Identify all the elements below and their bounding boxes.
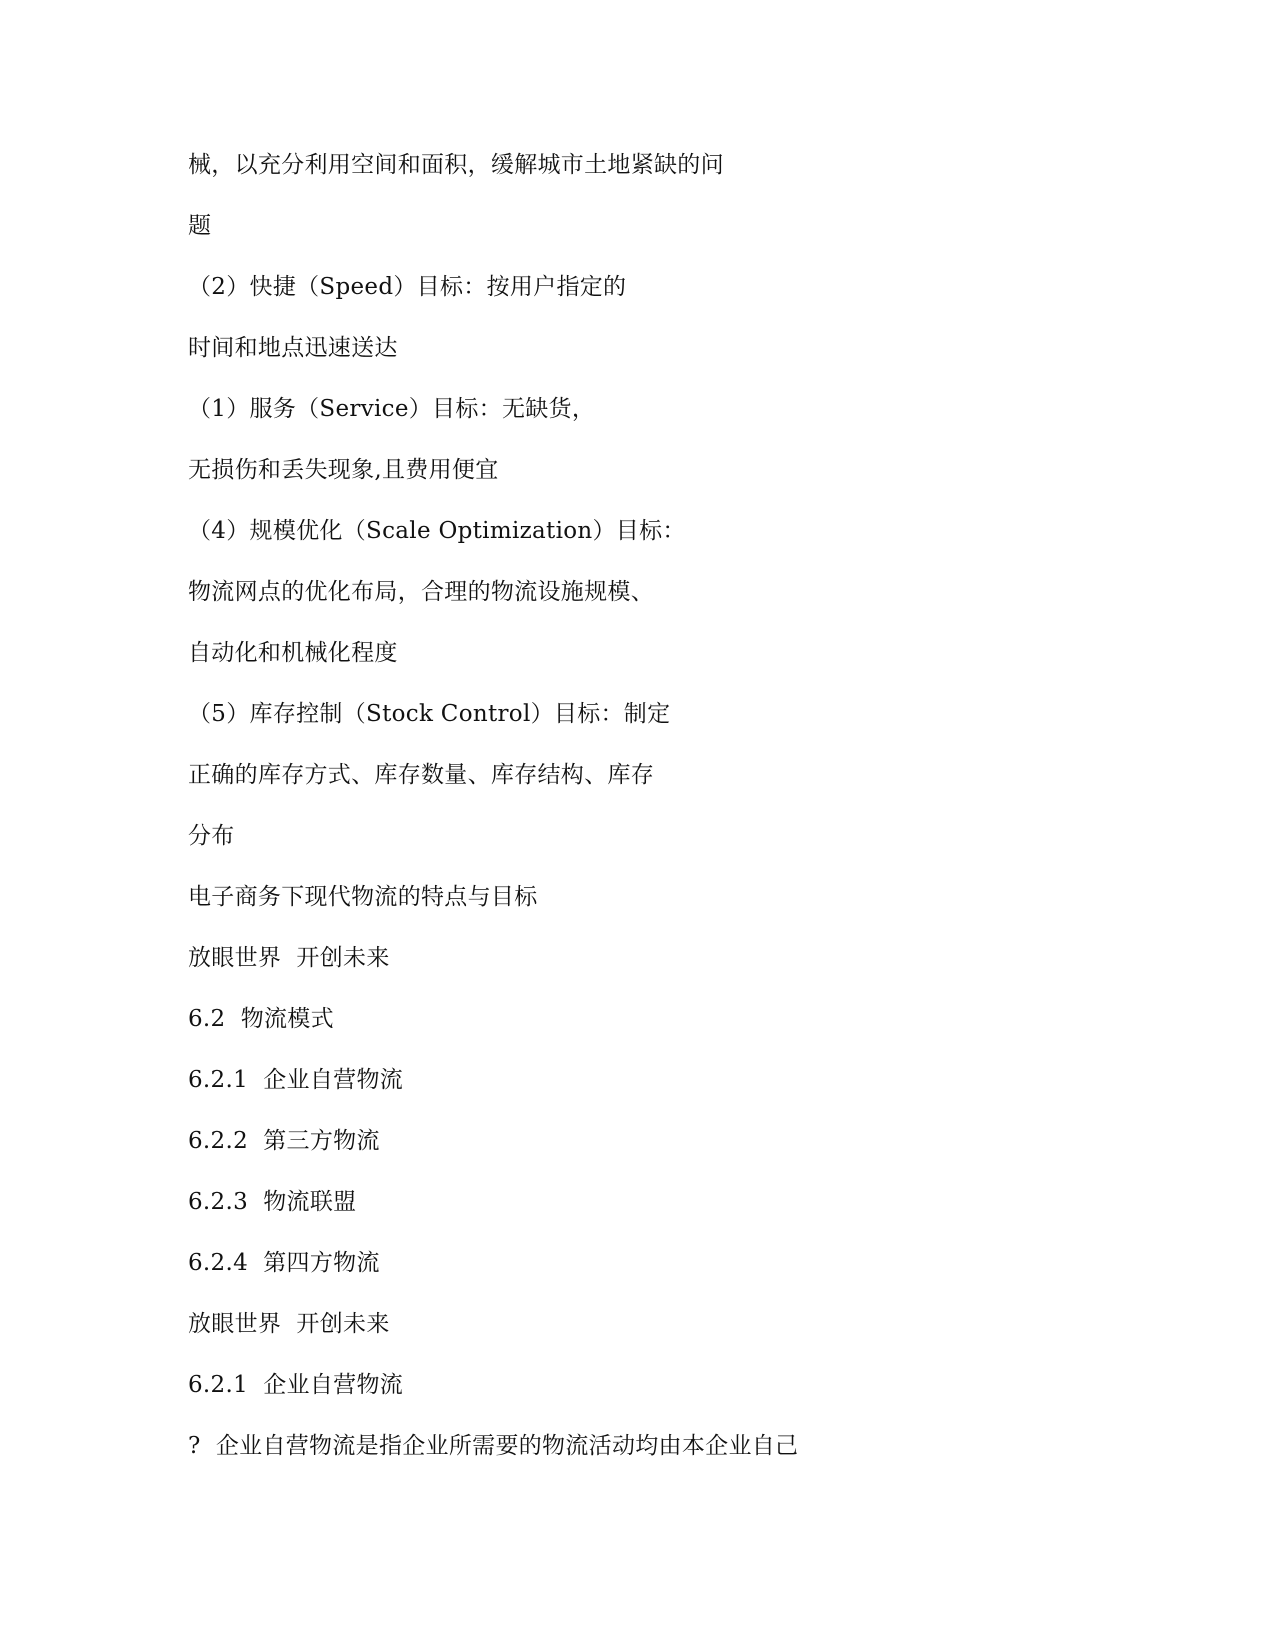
- text-line: （2）快捷（Speed）目标：按用户指定的: [188, 274, 627, 300]
- slogan-line: 放眼世界 开创未来: [188, 1311, 390, 1337]
- slogan-line: 放眼世界 开创未来: [188, 945, 390, 971]
- subsection-heading: 6.2.2 第三方物流: [188, 1128, 380, 1154]
- text-line: 正确的库存方式、库存数量、库存结构、库存: [188, 762, 654, 788]
- text-line: 无损伤和丢失现象,且费用便宜: [188, 457, 499, 483]
- text-line: 自动化和机械化程度: [188, 640, 398, 666]
- subsection-heading: 6.2.4 第四方物流: [188, 1250, 380, 1276]
- section-heading: 电子商务下现代物流的特点与目标: [188, 884, 538, 910]
- section-heading: 6.2 物流模式: [188, 1006, 334, 1032]
- document-body: [188, 145, 1088, 1487]
- subsection-heading: 6.2.1 企业自营物流: [188, 1372, 404, 1398]
- subsection-heading: 6.2.3 物流联盟: [188, 1189, 357, 1215]
- text-line: 物流网点的优化布局，合理的物流设施规模、: [188, 579, 654, 605]
- text-line: 械，以充分利用空间和面积，缓解城市土地紧缺的问: [188, 152, 724, 178]
- text-line: 时间和地点迅速送达: [188, 335, 398, 361]
- paragraph-line: ? 企业自营物流是指企业所需要的物流活动均由本企业自己: [188, 1433, 799, 1459]
- text-line: （5）库存控制（Stock Control）目标：制定: [188, 701, 671, 727]
- text-line: （1）服务（Service）目标：无缺货，: [188, 396, 596, 422]
- text-line: 题: [188, 213, 212, 239]
- text-line: （4）规模优化（Scale Optimization）目标：: [188, 518, 686, 544]
- subsection-heading: 6.2.1 企业自营物流: [188, 1067, 404, 1093]
- text-line: 分布: [188, 823, 235, 849]
